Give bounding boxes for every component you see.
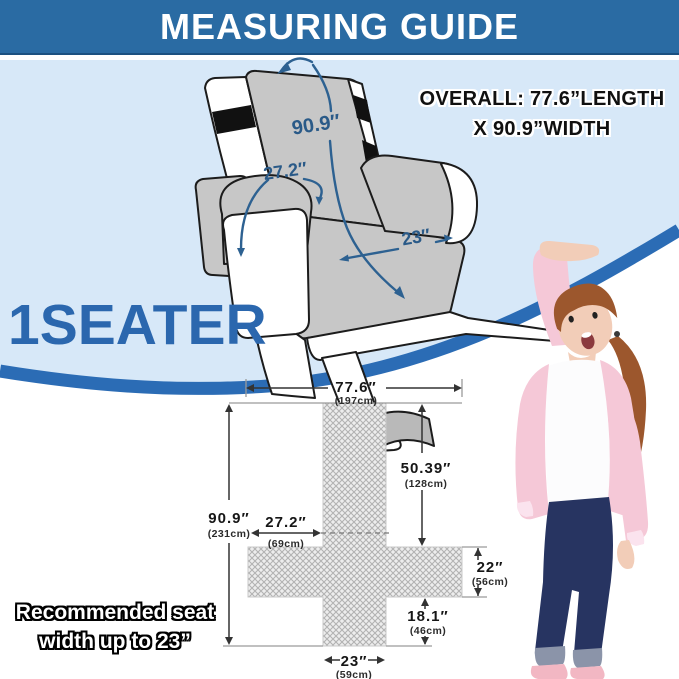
dim-front-drop-cm: (46cm) [409,625,447,637]
dim-front-drop-in: 18.1″ [407,608,449,625]
dim-overall-width-cm: (197cm) [334,395,378,407]
dim-back-length-cm: (128cm) [404,478,448,490]
dim-seat-width-in: 23″ [340,653,368,670]
chair-back-length-label: 90.9″ [290,110,342,140]
white-shirt [545,360,609,506]
note-line1: Recommended seat [15,601,215,624]
seater-heading: 1SEATER [8,293,267,357]
chair-arm-width-label: 27.2″ [262,158,309,184]
dim-arm-width-in: 27.2″ [265,514,307,531]
dim-arm-width-cm: (69cm) [267,538,305,550]
overall-line2: X 90.9”WIDTH [473,118,611,140]
overall-size-label [408,84,676,144]
dim-back-length-in: 50.39″ [400,460,452,477]
dim-side-height-cm: (56cm) [471,576,509,588]
dim-total-length-in: 90.9″ [208,510,250,527]
dim-overall-width-in: 77.6″ [335,379,377,396]
measuring-guide-banner [0,0,679,55]
cardigan-left [515,364,549,519]
banner-title: MEASURING GUIDE [159,6,520,47]
dim-seat-width-cm: (59cm) [335,669,373,679]
hair-tie [614,331,620,337]
dim-side-height-in: 22″ [476,559,504,576]
cuff-right [573,648,602,668]
note-line2: width up to 23” [39,630,191,653]
chair-seat-width-label: 23″ [400,224,432,250]
cuff-left [535,646,565,666]
jeans [535,497,613,661]
recommended-seat-note [0,598,230,656]
dim-total-length-cm: (231cm) [207,528,251,540]
shoe-left [531,664,568,679]
overall-line1: OVERALL: 77.6”LENGTH [419,88,665,110]
cutting-pattern-diagram [208,379,508,679]
shoe-right [570,666,604,679]
